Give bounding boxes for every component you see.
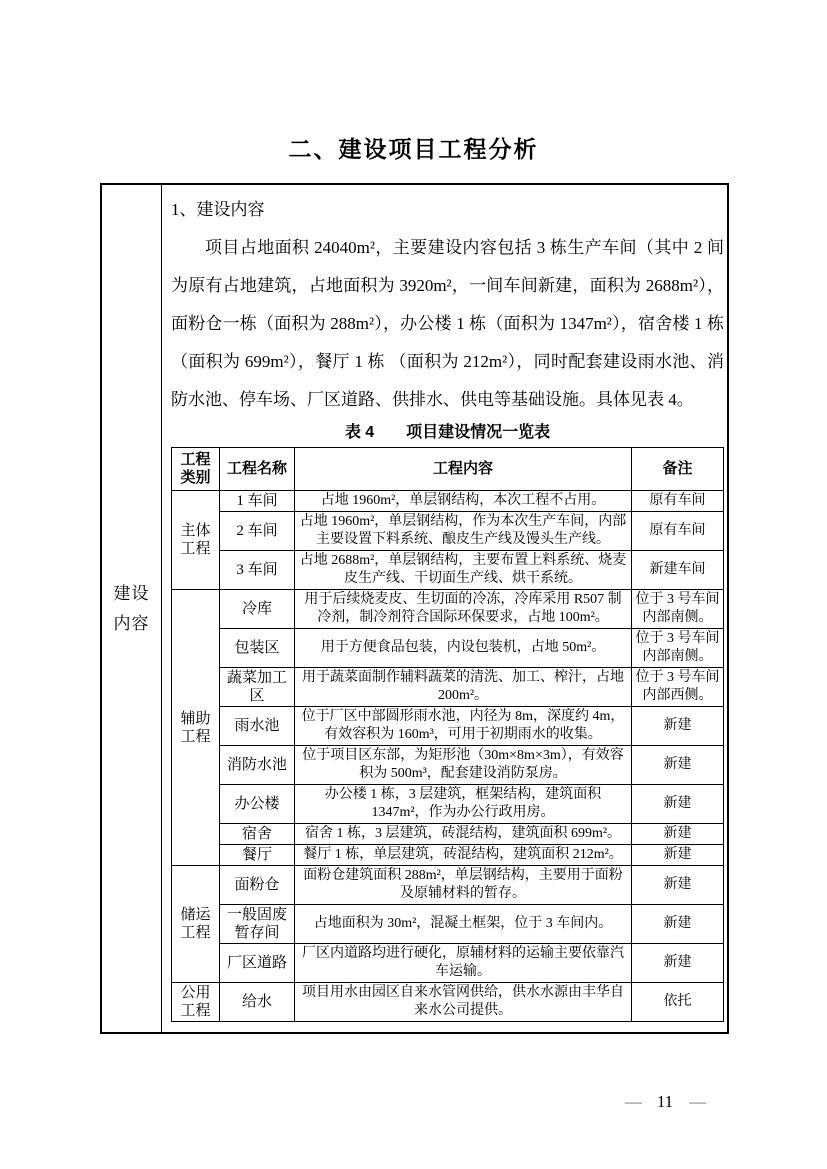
remark-cell: 依托 xyxy=(632,983,724,1022)
name-cell: 1 车间 xyxy=(220,491,295,512)
name-cell: 雨水池 xyxy=(220,707,295,746)
table-row xyxy=(172,707,724,746)
category-cell: 辅助工程 xyxy=(172,590,220,866)
remark-cell: 位于 3 号车间内部南侧。 xyxy=(632,590,724,629)
remark-cell: 新建 xyxy=(632,746,724,785)
content-cell: 厂区内道路均进行硬化，原辅材料的运输主要依靠汽车运输。 xyxy=(295,944,632,983)
table-row xyxy=(172,746,724,785)
remark-cell: 新建 xyxy=(632,944,724,983)
remark-cell: 新建 xyxy=(632,707,724,746)
content-cell: 项目用水由园区自来水管网供给，供水水源由丰华自来水公司提供。 xyxy=(295,983,632,1022)
name-cell: 3 车间 xyxy=(220,551,295,590)
header-cell-name: 工程名称 xyxy=(220,448,295,491)
table-caption: 表 4 项目建设情况一览表 xyxy=(344,424,551,441)
section-heading: 1、建设内容 xyxy=(171,200,265,219)
page-number-dash-left: — xyxy=(624,1092,641,1111)
table-row xyxy=(172,845,724,866)
name-cell: 办公楼 xyxy=(220,785,295,824)
table-row xyxy=(172,668,724,707)
category-cell: 储运工程 xyxy=(172,866,220,983)
header-cell-remark: 备注 xyxy=(632,448,724,491)
table-row xyxy=(172,629,724,668)
table-row xyxy=(172,785,724,824)
name-cell: 给水 xyxy=(220,983,295,1022)
sidebar-label-line2: 内容 xyxy=(113,613,150,633)
table-header-row xyxy=(172,448,724,491)
content-cell: 办公楼 1 栋，3 层建筑，框架结构，建筑面积 1347m²，作为办公行政用房。 xyxy=(295,785,632,824)
content-cell: 占地 1960m²，单层钢结构，本次工程不占用。 xyxy=(295,491,632,512)
remark-cell: 新建 xyxy=(632,845,724,866)
name-cell: 面粉仓 xyxy=(220,866,295,905)
page-number-value: 11 xyxy=(656,1092,674,1111)
content-cell: 面粉仓建筑面积 288m²，单层钢结构，主要用于面粉及原辅材料的暂存。 xyxy=(295,866,632,905)
name-cell: 包装区 xyxy=(220,629,295,668)
name-cell: 消防水池 xyxy=(220,746,295,785)
name-cell: 一般固废暂存间 xyxy=(220,905,295,944)
table-row xyxy=(172,866,724,905)
table-row xyxy=(172,824,724,845)
remark-cell: 新建 xyxy=(632,905,724,944)
table-row xyxy=(172,983,724,1022)
content-cell: 位于厂区中部圆形雨水池，内径为 8m，深度约 4m，有效容积为 160m³，可用于初期雨水的收集。 xyxy=(295,707,632,746)
name-cell: 厂区道路 xyxy=(220,944,295,983)
remark-cell: 新建车间 xyxy=(632,551,724,590)
remark-cell: 位于 3 号车间内部西侧。 xyxy=(632,668,724,707)
remark-cell: 原有车间 xyxy=(632,491,724,512)
content-cell: 位于项目区东部，为矩形池（30m×8m×3m），有效容积为 500m³，配套建设消防泵房。 xyxy=(295,746,632,785)
content-cell: 宿舍 1 栋，3 层建筑，砖混结构，建筑面积 699m²。 xyxy=(295,824,632,845)
remark-cell: 新建 xyxy=(632,866,724,905)
name-cell: 宿舍 xyxy=(220,824,295,845)
content-cell: 占地 1960m²，单层钢结构，作为本次生产车间，内部主要设置下料系统、酿皮生产线及馒头生产线。 xyxy=(295,512,632,551)
table-row xyxy=(172,491,724,512)
table-row xyxy=(172,905,724,944)
content-cell: 用于后续烧麦皮、生切面的冷冻，冷库采用 R507 制冷剂，制冷剂符合国际环保要求，占地 100m²。 xyxy=(295,590,632,629)
header-cell-category: 工程类别 xyxy=(172,448,220,491)
name-cell: 蔬菜加工区 xyxy=(220,668,295,707)
sidebar-label-line1: 建设 xyxy=(113,583,150,603)
table-row xyxy=(172,512,724,551)
category-cell: 主体工程 xyxy=(172,491,220,590)
category-cell: 公用工程 xyxy=(172,983,220,1022)
content-cell: 用于蔬菜面制作辅料蔬菜的清洗、加工、榨汁，占地 200m²。 xyxy=(295,668,632,707)
table-row xyxy=(172,944,724,983)
construction-table xyxy=(171,447,724,1022)
page-number-dash-right: — xyxy=(689,1092,706,1111)
remark-cell: 新建 xyxy=(632,785,724,824)
content-cell: 用于方便食品包装，内设包装机，占地 50m²。 xyxy=(295,629,632,668)
content-cell: 餐厅 1 栋，单层建筑，砖混结构，建筑面积 212m²。 xyxy=(295,845,632,866)
sidebar-category-cell xyxy=(102,185,162,1032)
name-cell: 2 车间 xyxy=(220,512,295,551)
content-cell: 占地 2688m²，单层钢结构，主要布置上料系统、烧麦皮生产线、干切面生产线、烘干系统。 xyxy=(295,551,632,590)
table-row xyxy=(172,590,724,629)
remark-cell: 新建 xyxy=(632,824,724,845)
main-content xyxy=(162,185,732,1032)
page-title: 二、建设项目工程分析 xyxy=(288,136,539,162)
name-cell: 餐厅 xyxy=(220,845,295,866)
content-cell: 占地面积为 30m²，混凝土框架，位于 3 车间内。 xyxy=(295,905,632,944)
page-number xyxy=(585,1092,745,1112)
table-row xyxy=(172,551,724,590)
content-box xyxy=(100,183,729,1034)
remark-cell: 原有车间 xyxy=(632,512,724,551)
header-cell-content: 工程内容 xyxy=(295,448,632,491)
name-cell: 冷库 xyxy=(220,590,295,629)
remark-cell: 位于 3 号车间内部南侧。 xyxy=(632,629,724,668)
table-body xyxy=(172,491,724,1022)
body-paragraph: 项目占地面积 24040m²，主要建设内容包括 3 栋生产车间（其中 2 间为原有占地建筑，占地面积为 3920m²，一间车间新建，面积为 2688m²），面粉仓一栋（面积为 288m²），办公楼 1 栋（面积为 1347m²），宿舍楼 1 栋（面积为 699m²），餐厅 1 栋 （面积为 212m²），同时配套建设雨水池、消防水池、停车场、厂区道路、供排水、供电等基础设施。具体见表 4。 xyxy=(171,238,724,409)
